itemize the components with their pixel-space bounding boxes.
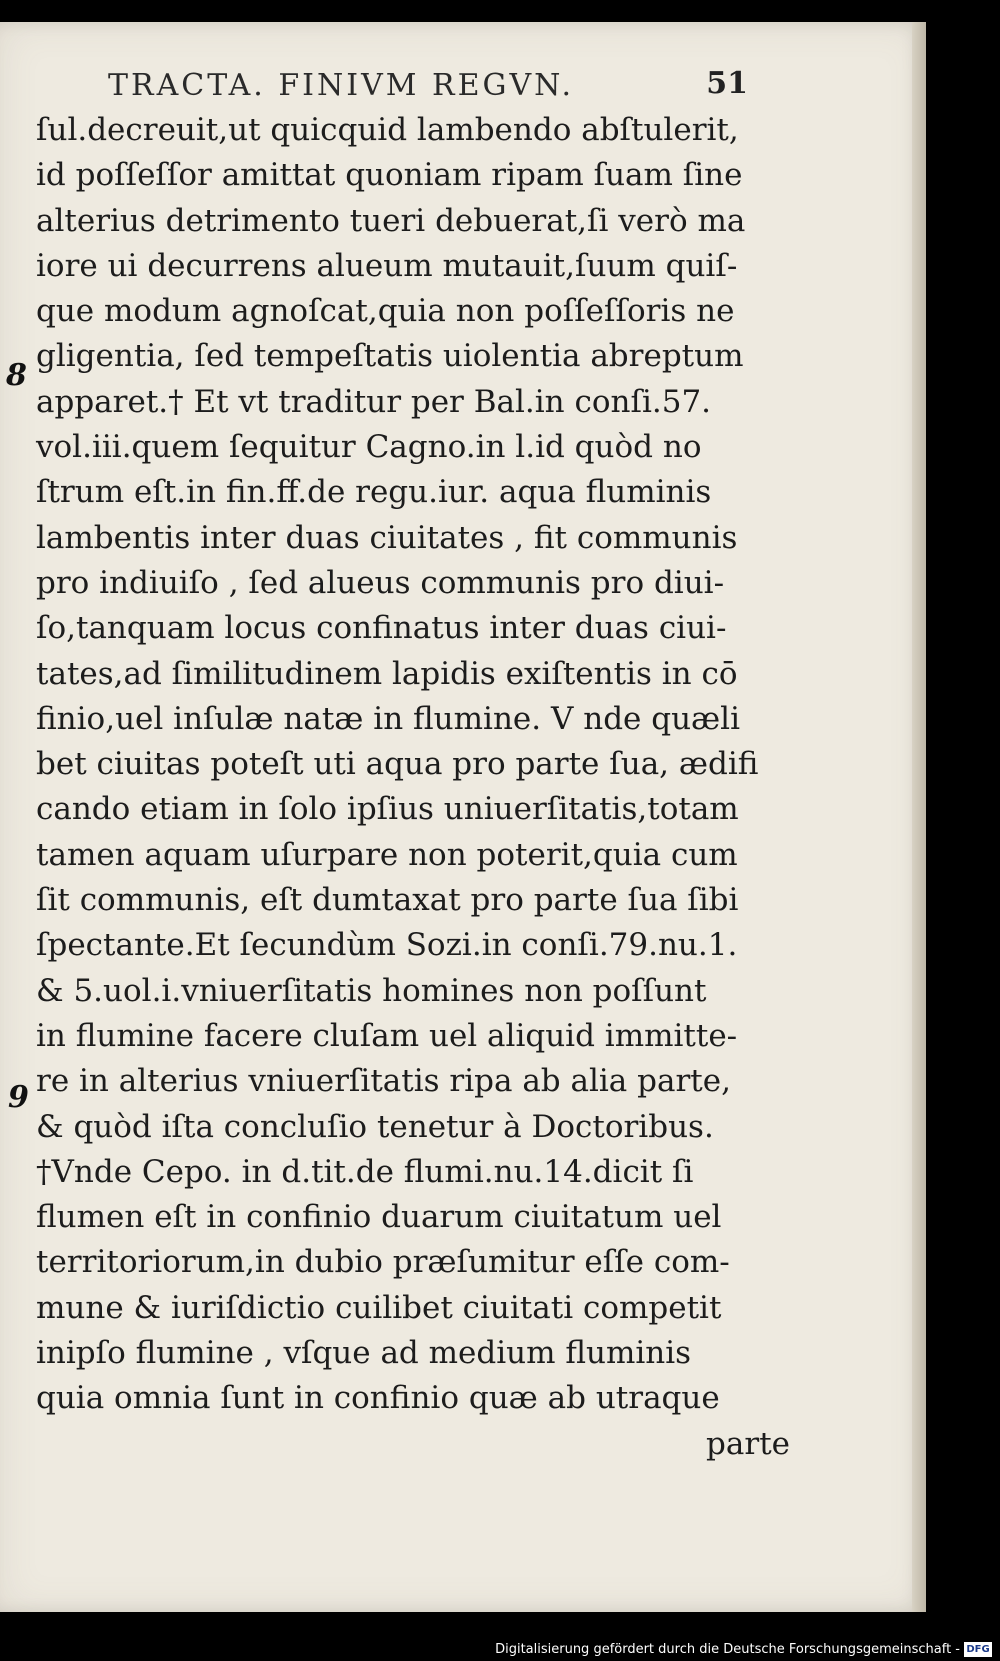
text-line: ſo,tanquam locus confinatus inter duas ciui- [36,610,727,647]
running-title: TRACTA. FINIVM REGVN. [108,68,574,103]
text-line: flumen eſt in confinio duarum ciuitatum uel [36,1199,722,1236]
folio-number: 51 [706,66,748,101]
text-line: pro indiuiſo , ſed alueus communis pro diui- [36,564,725,601]
text-line: vol.iii.quem ſequitur Cagno.in l.id quòd no [36,429,702,466]
text-line: tates,ad ſimilitudinem lapidis exiſtentis in cō [36,655,738,692]
text-line: †Vnde Cepo. in d.tit.de flumi.nu.14.dicit ſi [36,1153,694,1190]
catchword: parte [706,1425,790,1462]
page-header [108,62,748,106]
text-line: ſit communis, eſt dumtaxat pro parte ſua ſibi [36,882,739,919]
text-line: tamen aquam uſurpare non poterit,quia cum [36,836,738,873]
digitization-credit [495,1642,992,1657]
text-line: & 5.uol.i.vniuerſitatis homines non poſſunt [36,972,707,1009]
text-line: ſpectante.Et ſecundùm Sozi.in conſi.79.nu.1. [36,927,738,964]
text-line: territoriorum,in dubio præſumitur eſſe com- [36,1244,730,1281]
page-edge [912,22,926,1612]
text-line: mune & iuriſdictio cuilibet ciuitati competit [36,1289,722,1326]
text-line: alterius detrimento tueri debuerat,ſi verò ma [36,202,746,239]
body-text [36,108,796,1467]
text-line: que modum agnoſcat,quia non poſſeſſoris ne [36,293,735,330]
text-line: id poſſeſſor amittat quoniam ripam ſuam ſine [36,157,743,194]
margin-number-9: 9 [8,1080,29,1115]
text-line: bet ciuitas poteſt uti aqua pro parte ſua, ædifi [36,746,759,783]
text-line: & quòd iſta concluſio tenetur à Doctoribus. [36,1108,714,1145]
credit-text: Digitalisierung gefördert durch die Deutsche Forschungsgemeinschaft - [495,1642,960,1657]
margin-number-8: 8 [6,358,27,393]
text-line: finio,uel inſulæ natæ in flumine. V nde quæli [36,700,741,737]
text-line: quia omnia ſunt in confinio quæ ab utraque [36,1380,720,1417]
dfg-logo: DFG [964,1642,992,1657]
text-line: lambentis inter duas ciuitates , fit communis [36,519,738,556]
text-line: cando etiam in ſolo ipſius uniuerſitatis,totam [36,791,739,828]
text-line: apparet.† Et vt traditur per Bal.in conſi.57. [36,383,712,420]
text-line: ſul.decreuit,ut quicquid lambendo abſtulerit, [36,112,739,148]
text-line: iore ui decurrens alueum mutauit,ſuum quiſ- [36,247,738,284]
text-line: inipſo flumine , vſque ad medium fluminis [36,1335,692,1372]
text-line: gligentia, ſed tempeſtatis uiolentia abreptum [36,338,744,375]
text-line: ſtrum eſt.in fin.ff.de regu.iur. aqua fluminis [36,474,712,511]
text-line: re in alterius vniuerſitatis ripa ab alia parte, [36,1063,731,1100]
text-line: in flumine facere cluſam uel aliquid immitte- [36,1017,738,1054]
